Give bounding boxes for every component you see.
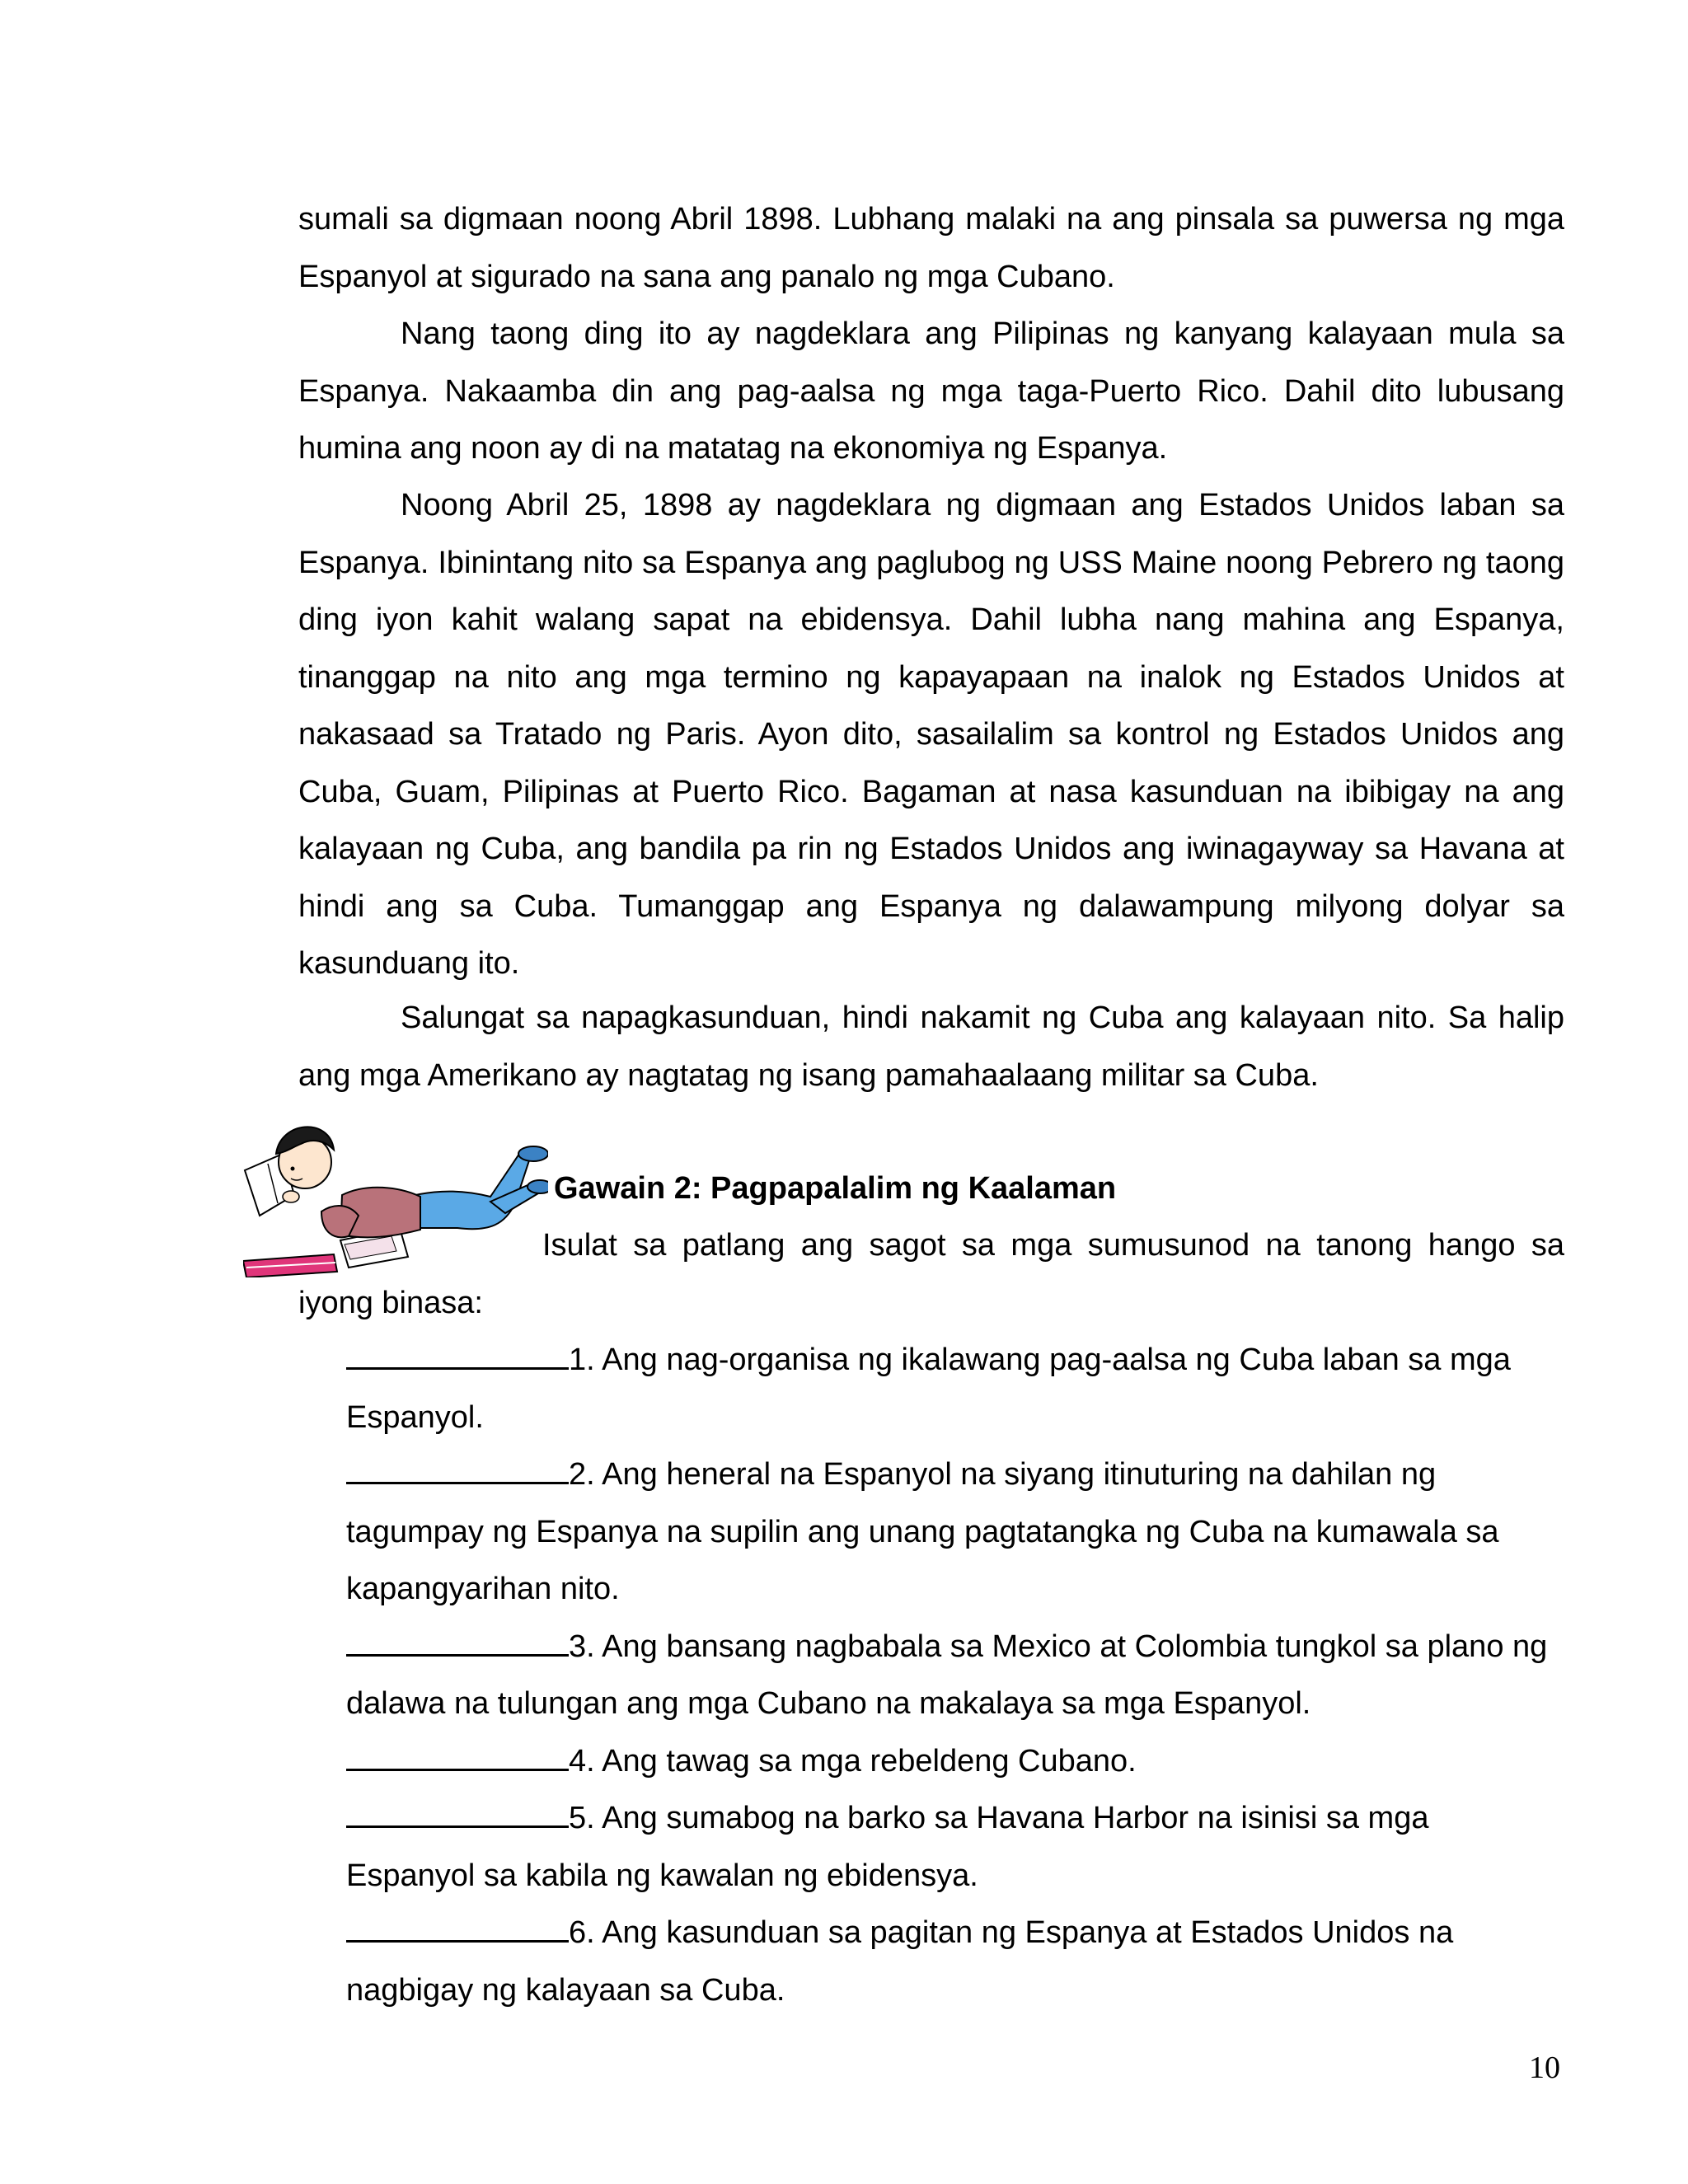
answer-blank[interactable] xyxy=(346,1343,569,1370)
question-text: 1. Ang nag-organisa ng ikalawang pag-aalsa ng Cuba laban sa mga Espanyol. xyxy=(346,1343,1511,1435)
question-item xyxy=(346,1905,1566,2019)
question-list xyxy=(346,1332,1566,2019)
answer-blank[interactable] xyxy=(346,1744,569,1771)
question-text: 4. Ang tawag sa mga rebeldeng Cubano. xyxy=(569,1743,1137,1779)
activity-instruction-text: Isulat sa patlang ang sagot sa mga sumusunod na tanong hango sa iyong binasa: xyxy=(298,1228,1564,1320)
question-text: 6. Ang kasunduan sa pagitan ng Espanya at Estados Unidos na nagbigay ng kalayaan sa Cuba. xyxy=(346,1915,1454,2008)
question-text: 3. Ang bansang nagbabala sa Mexico at Colombia tungkol sa plano ng dalawa na tulungan ang mga Cubano na makalaya sa mga Espanyol. xyxy=(346,1629,1548,1721)
question-item xyxy=(346,1619,1566,1733)
activity-instruction xyxy=(298,1217,1564,1332)
body-paragraph: Noong Abril 25, 1898 ay nagdeklara ng digmaan ang Estados Unidos laban sa Espanya. Ibinintang nito sa Espanya ang paglubog ng USS Maine noong Pebrero ng taong ding iyon kahit walang sapat na ebidensya. Dahil lubha nang mahina ang Espanya, tinanggap na nito ang mga termino ng kapayapaan na inalok ng Estados Unidos at nakasaad sa Tratado ng Paris. Ayon dito, sasailalim sa kontrol ng Estados Unidos ang Cuba, Guam, Pilipinas at Puerto Rico. Bagaman at nasa kasunduan na ibibigay na ang kalayaan ng Cuba, ang bandila pa rin ng Estados Unidos ang iwinagayway sa Havana at hindi ang sa Cuba. Tumanggap ang Espanya ng dalawampung milyong dolyar sa kasunduang ito. xyxy=(298,488,1564,981)
body-paragraph: sumali sa digmaan noong Abril 1898. Lubhang malaki na ang pinsala sa puwersa ng mga Espanyol at sigurado na sana ang panalo ng mga Cubano. xyxy=(298,202,1564,294)
body-paragraph: Salungat sa napagkasunduan, hindi nakamit ng Cuba ang kalayaan nito. Sa halip ang mga Amerikano ay nagtatag ng isang pamahaalaang militar sa Cuba. xyxy=(298,1001,1564,1093)
answer-blank[interactable] xyxy=(346,1457,569,1484)
question-item xyxy=(346,1733,1566,1791)
answer-blank[interactable] xyxy=(346,1629,569,1657)
question-text: 5. Ang sumabog na barko sa Havana Harbor na isinisi sa mga Espanyol sa kabila ng kawalan ng ebidensya. xyxy=(346,1801,1429,1893)
activity-title: Gawain 2: Pagpapalalim ng Kaalaman xyxy=(554,1171,1117,1206)
body-paragraph: Nang taong ding ito ay nagdeklara ang Pilipinas ng kanyang kalayaan mula sa Espanya. Nakaamba din ang pag-aalsa ng mga taga-Puerto Rico. Dahil dito lubusang humina ang noon ay di na matatag na ekonomiya ng Espanya. xyxy=(298,316,1564,466)
answer-blank[interactable] xyxy=(346,1915,569,1943)
question-item xyxy=(346,1790,1566,1905)
answer-blank[interactable] xyxy=(346,1801,569,1828)
page-number: 10 xyxy=(1529,2050,1560,2085)
question-item xyxy=(346,1446,1566,1619)
question-item xyxy=(346,1332,1566,1446)
question-text: 2. Ang heneral na Espanyol na siyang itinuturing na dahilan ng tagumpay ng Espanya na supilin ang unang pagtatangka ng Cuba na kumawala sa kapangyarihan nito. xyxy=(346,1457,1499,1606)
